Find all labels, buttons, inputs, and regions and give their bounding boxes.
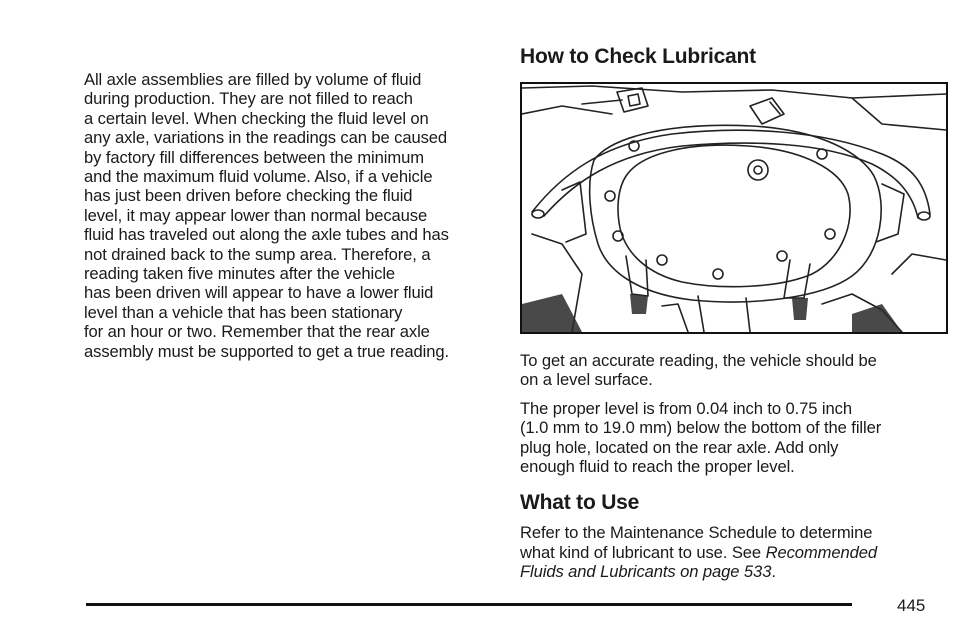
footer-rule — [86, 603, 852, 606]
left-line: reading taken five minutes after the vehicle — [84, 264, 396, 284]
page-number: 445 — [897, 596, 926, 615]
left-line: by factory fill differences between the minimum — [84, 147, 424, 167]
text-line: on a level surface. — [520, 370, 653, 390]
left-line: a certain level. When checking the fluid level on — [84, 108, 429, 128]
text-line: Refer to the Maintenance Schedule to determine — [520, 523, 873, 543]
left-line: assembly must be supported to get a true reading. — [84, 341, 449, 361]
text-line — [520, 562, 930, 581]
text-line — [520, 543, 930, 562]
left-line: fluid has traveled out along the axle tubes and has — [84, 225, 449, 245]
rear-axle-illustration — [520, 82, 948, 334]
left-line: for an hour or two. Remember that the rear axle — [84, 322, 430, 342]
rear-axle-drawing — [522, 84, 946, 332]
left-column-text — [84, 70, 496, 361]
left-line: has just been driven before checking the fluid — [84, 186, 413, 206]
text-line: The proper level is from 0.04 inch to 0.75 inch — [520, 398, 852, 418]
paragraph-proper-level — [520, 399, 930, 477]
text-fragment: . — [771, 562, 776, 582]
text-line: To get an accurate reading, the vehicle should be — [520, 351, 877, 370]
right-column — [520, 44, 930, 582]
cross-reference-link[interactable]: Recommended — [765, 542, 877, 562]
left-line: not drained back to the sump area. Therefore, a — [84, 244, 431, 264]
text-line: (1.0 mm to 19.0 mm) below the bottom of the filler — [520, 418, 882, 438]
paragraph-what-to-use — [520, 523, 930, 581]
left-line: during production. They are not filled to reach — [84, 89, 413, 109]
left-line: and the maximum fluid volume. Also, if a vehicle — [84, 167, 433, 187]
left-line: any axle, variations in the readings can be caused — [84, 128, 448, 148]
left-line: level than a vehicle that has been stationary — [84, 302, 403, 322]
left-line: level, it may appear lower than normal because — [84, 205, 428, 225]
paragraph-level-surface — [520, 351, 930, 390]
left-line: has been driven will appear to have a lower fluid — [84, 283, 434, 303]
text-line: plug hole, located on the rear axle. Add only — [520, 437, 839, 457]
left-line: All axle assemblies are filled by volume of fluid — [84, 70, 422, 89]
text-fragment: what kind of lubricant to use. See — [520, 542, 766, 562]
text-line: enough fluid to reach the proper level. — [520, 457, 795, 477]
cross-reference-link[interactable]: Fluids and Lubricants on page 533 — [520, 562, 772, 582]
heading-how-to-check-lubricant: How to Check Lubricant — [520, 45, 756, 68]
heading-what-to-use: What to Use — [520, 491, 640, 515]
